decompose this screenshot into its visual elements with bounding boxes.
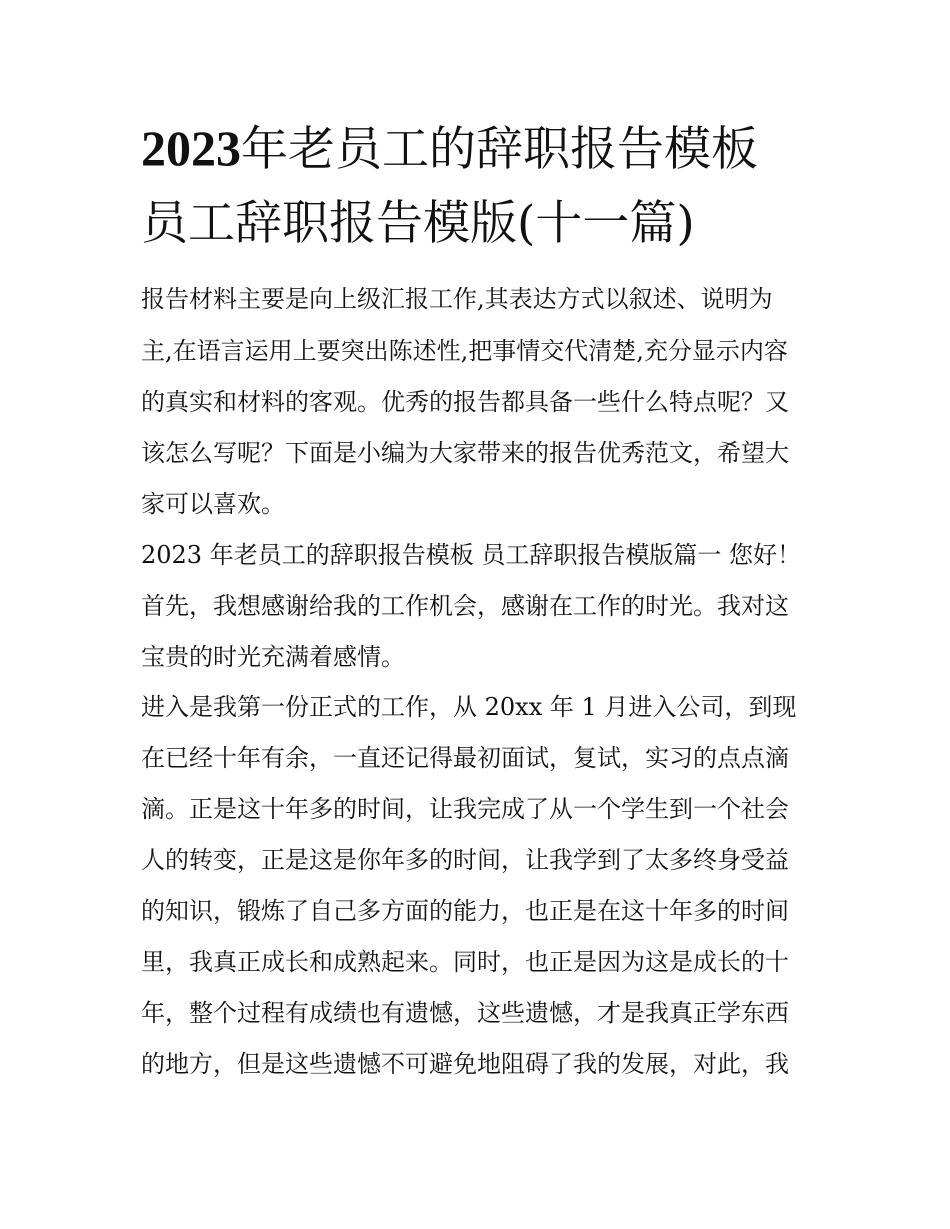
body-line: 的地方，但是这些遗憾不可避免地阻碍了我的发展，对此，我 bbox=[141, 1050, 789, 1078]
body-line: 进入是我第一份正式的工作，从 20xx 年 1 月进入公司，到现 bbox=[141, 693, 797, 721]
body-line: 报告材料主要是向上级汇报工作,其表达方式以叙述、说明为 bbox=[141, 285, 773, 313]
body-line: 宝贵的时光充满着感情。 bbox=[141, 643, 405, 671]
body-line: 滴。正是这十年多的时间，让我完成了从一个学生到一个社会 bbox=[141, 795, 789, 823]
body-line: 2023 年老员工的辞职报告模板 员工辞职报告模版篇一 您好！ bbox=[141, 541, 801, 569]
document-title-line-2: 员工辞职报告模版(十一篇) bbox=[141, 196, 695, 251]
body-line: 人的转变，正是这是你年多的时间，让我学到了太多终身受益 bbox=[141, 846, 789, 874]
title-text: 年老员工的辞职报告模板 bbox=[241, 122, 758, 177]
document-title-line-1 bbox=[141, 120, 821, 177]
body-line: 里，我真正成长和成熟起来。同时，也正是因为这是成长的十 bbox=[141, 948, 789, 976]
body-line: 在已经十年有余，一直还记得最初面试，复试，实习的点点滴 bbox=[141, 744, 789, 772]
body-line: 家可以喜欢。 bbox=[141, 490, 285, 518]
body-line: 首先，我想感谢给我的工作机会，感谢在工作的时光。我对这 bbox=[141, 592, 789, 620]
body-line: 该怎么写呢？下面是小编为大家带来的报告优秀范文，希望大 bbox=[141, 439, 789, 467]
body-line: 主,在语言运用上要突出陈述性,把事情交代清楚,充分显示内容 bbox=[141, 337, 788, 365]
body-line: 的真实和材料的客观。优秀的报告都具备一些什么特点呢？又 bbox=[141, 388, 789, 416]
body-line: 的知识，锻炼了自己多方面的能力，也正是在这十年多的时间 bbox=[141, 897, 789, 925]
body-line: 年，整个过程有成绩也有遗憾，这些遗憾，才是我真正学东西 bbox=[141, 999, 789, 1027]
title-year: 2023 bbox=[141, 120, 241, 176]
